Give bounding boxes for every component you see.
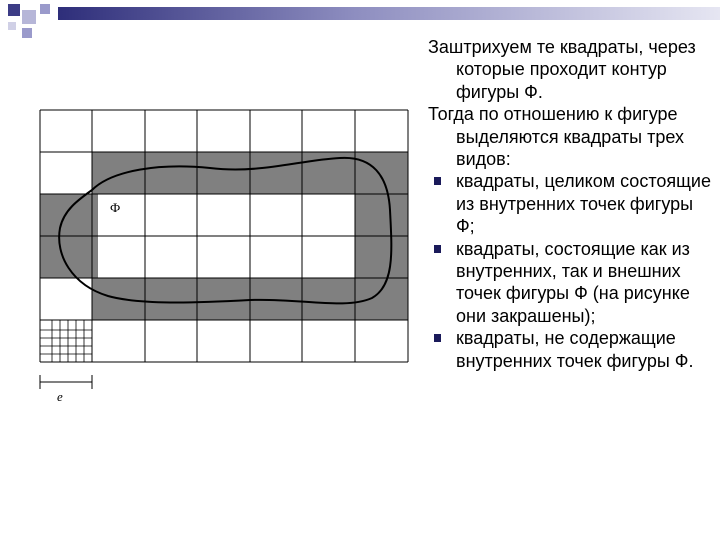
bullet-icon bbox=[434, 334, 441, 342]
list-item bbox=[428, 170, 716, 237]
square-types-list bbox=[428, 170, 716, 372]
list-item bbox=[428, 327, 716, 372]
fine-grid bbox=[40, 320, 92, 362]
list-item-text: квадраты, целиком состоящие из внутренних точек фигуры Ф; bbox=[456, 171, 711, 237]
scale-segment bbox=[40, 375, 92, 389]
explanation-text bbox=[428, 36, 716, 372]
list-item-text: квадраты, не содержащие внутренних точек фигуры Ф. bbox=[456, 328, 694, 371]
scale-label: e bbox=[57, 389, 63, 404]
intro-paragraph: Заштрихуем те квадраты, через которые проходит контур фигуры Ф. bbox=[428, 37, 696, 102]
bullet-icon bbox=[434, 245, 441, 253]
grid-lines bbox=[40, 110, 408, 362]
lead-paragraph: Тогда по отношению к фигуре выделяются квадраты трех видов: bbox=[428, 104, 684, 170]
list-item-text: квадраты, состоящие как из внутренних, так и внешних точек фигуры Ф (на рисунке они закрашены); bbox=[456, 238, 690, 326]
bullet-icon bbox=[434, 177, 441, 185]
shape-label: Ф bbox=[110, 200, 121, 215]
list-item bbox=[428, 238, 716, 328]
